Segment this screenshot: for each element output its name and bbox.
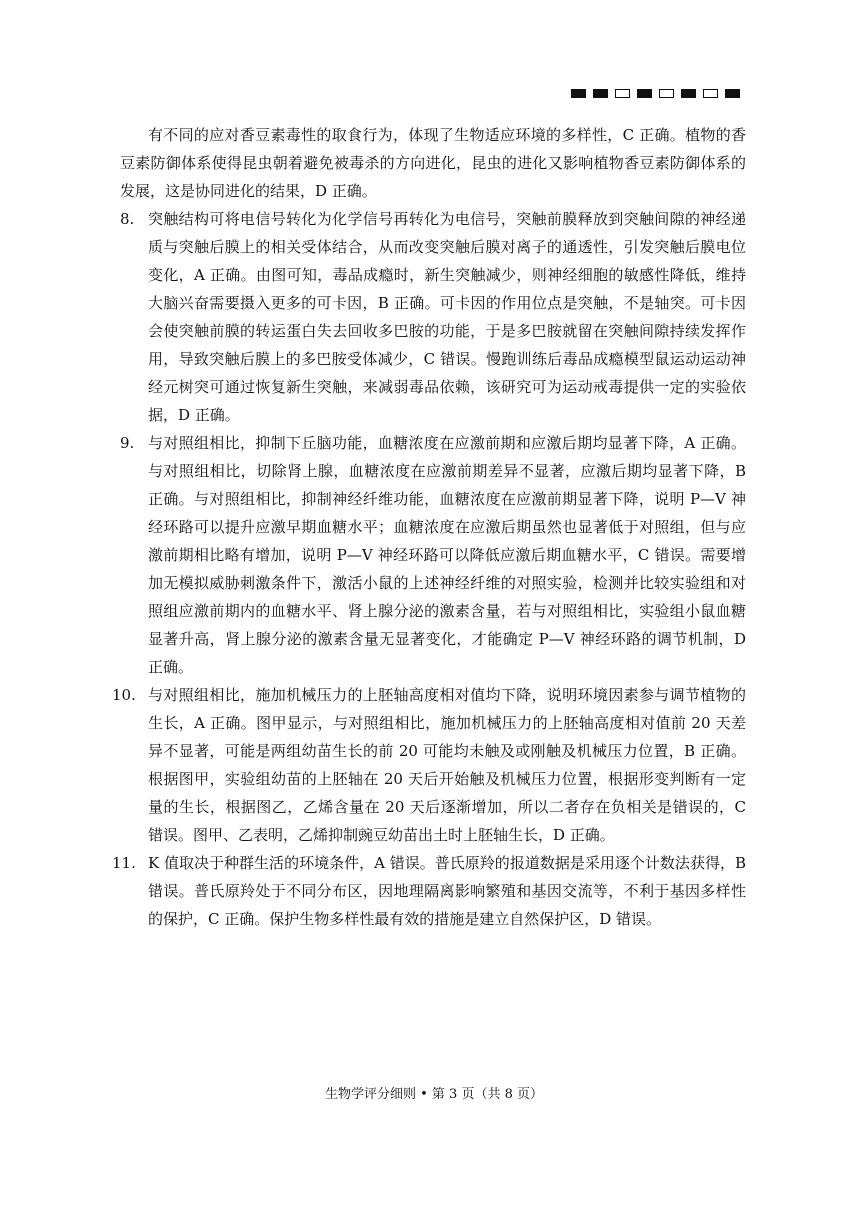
header-mark [637,89,652,98]
header-mark [571,89,586,98]
page-footer: 生物学评分细则 • 第 3 页（共 8 页） [324,1087,543,1102]
header-mark [681,89,696,98]
header-marks [571,89,740,98]
answer-item-9 [120,429,746,681]
answer-content [112,121,746,933]
item-number: 9. [120,434,135,452]
answer-item-10 [112,681,746,849]
item-number: 8. [120,210,135,228]
header-mark [725,89,740,98]
continuation-paragraph: 有不同的应对香豆素毒性的取食行为，体现了生物适应环境的多样性，C 正确。植物的香豆素防御体系使得昆虫朝着避免被毒杀的方向进化，昆虫的进化又影响植物香豆素防御体系的发展，这是协同进化的结果，D 正确。 [120,126,746,200]
item-number: 10. [112,686,136,704]
item-text: K 值取决于种群生活的环境条件，A 错误。普氏原羚的报道数据是采用逐个计数法获得，B 错误。普氏原羚处于不同分布区，因地理隔离影响繁殖和基因交流等，不利于基因多样性的保护，C 正确。保护生物多样性最有效的措施是建立自然保护区，D 错误。 [148,854,746,928]
item-text: 与对照组相比，抑制下丘脑功能，血糖浓度在应激前期和应激后期均显著下降，A 正确。与对照组相比，切除肾上腺，血糖浓度在应激前期差异不显著，应激后期均显著下降，B 正确。与对照组相比，抑制神经纤维功能，血糖浓度在应激前期显著下降，说明 P—V 神经环路可以提升应激早期血糖水平；血糖浓度在应激后期虽然也显著低于对照组，但与应激前期相比略有增加，说明 P—V 神经环路可以降低应激后期血糖水平，C 错误。需要增加无模拟威胁刺激条件下，激活小鼠的上述神经纤维的对照实验，检测并比较实验组和对照组应激前期内的血糖水平、肾上腺分泌的激素含量，若与对照组相比，实验组小鼠血糖显著升高，肾上腺分泌的激素含量无显著变化，才能确定 P—V 神经环路的调节机制，D 正确。 [148,434,746,676]
header-mark [659,89,674,98]
header-mark [593,89,608,98]
answer-item-8 [120,205,746,429]
header-mark [615,89,630,98]
item-number: 11. [112,854,136,872]
item-text: 与对照组相比，施加机械压力的上胚轴高度相对值均下降，说明环境因素参与调节植物的生长，A 正确。图甲显示，与对照组相比，施加机械压力的上胚轴高度相对值前 20 天差异不显著，可能是两组幼苗生长的前 20 可能均未触及或刚触及机械压力位置，B 正确。根据图甲，实验组幼苗的上胚轴在 20 天后开始触及机械压力位置，根据形变判断有一定量的生长，根据图乙，乙烯含量在 20 天后逐渐增加，所以二者存在负相关是错误的，C 错误。图甲、乙表明，乙烯抑制豌豆幼苗出土时上胚轴生长，D 正确。 [148,686,746,844]
header-mark [703,89,718,98]
item-text: 突触结构可将电信号转化为化学信号再转化为电信号，突触前膜释放到突触间隙的神经递质与突触后膜上的相关受体结合，从而改变突触后膜对离子的通透性，引发突触后膜电位变化，A 正确。由图可知，毒品成瘾时，新生突触减少，则神经细胞的敏感性降低，维持大脑兴奋需要摄入更多的可卡因，B 正确。可卡因的作用位点是突触，不是轴突。可卡因会使突触前膜的转运蛋白失去回收多巴胺的功能，于是多巴胺就留在突触间隙持续发挥作用，导致突触后膜上的多巴胺受体减少，C 错误。慢跑训练后毒品成瘾模型鼠运动运动神经元树突可通过恢复新生突触，来减弱毒品依赖，该研究可为运动戒毒提供一定的实验依据，D 正确。 [148,210,746,424]
answer-item-11 [112,849,746,933]
